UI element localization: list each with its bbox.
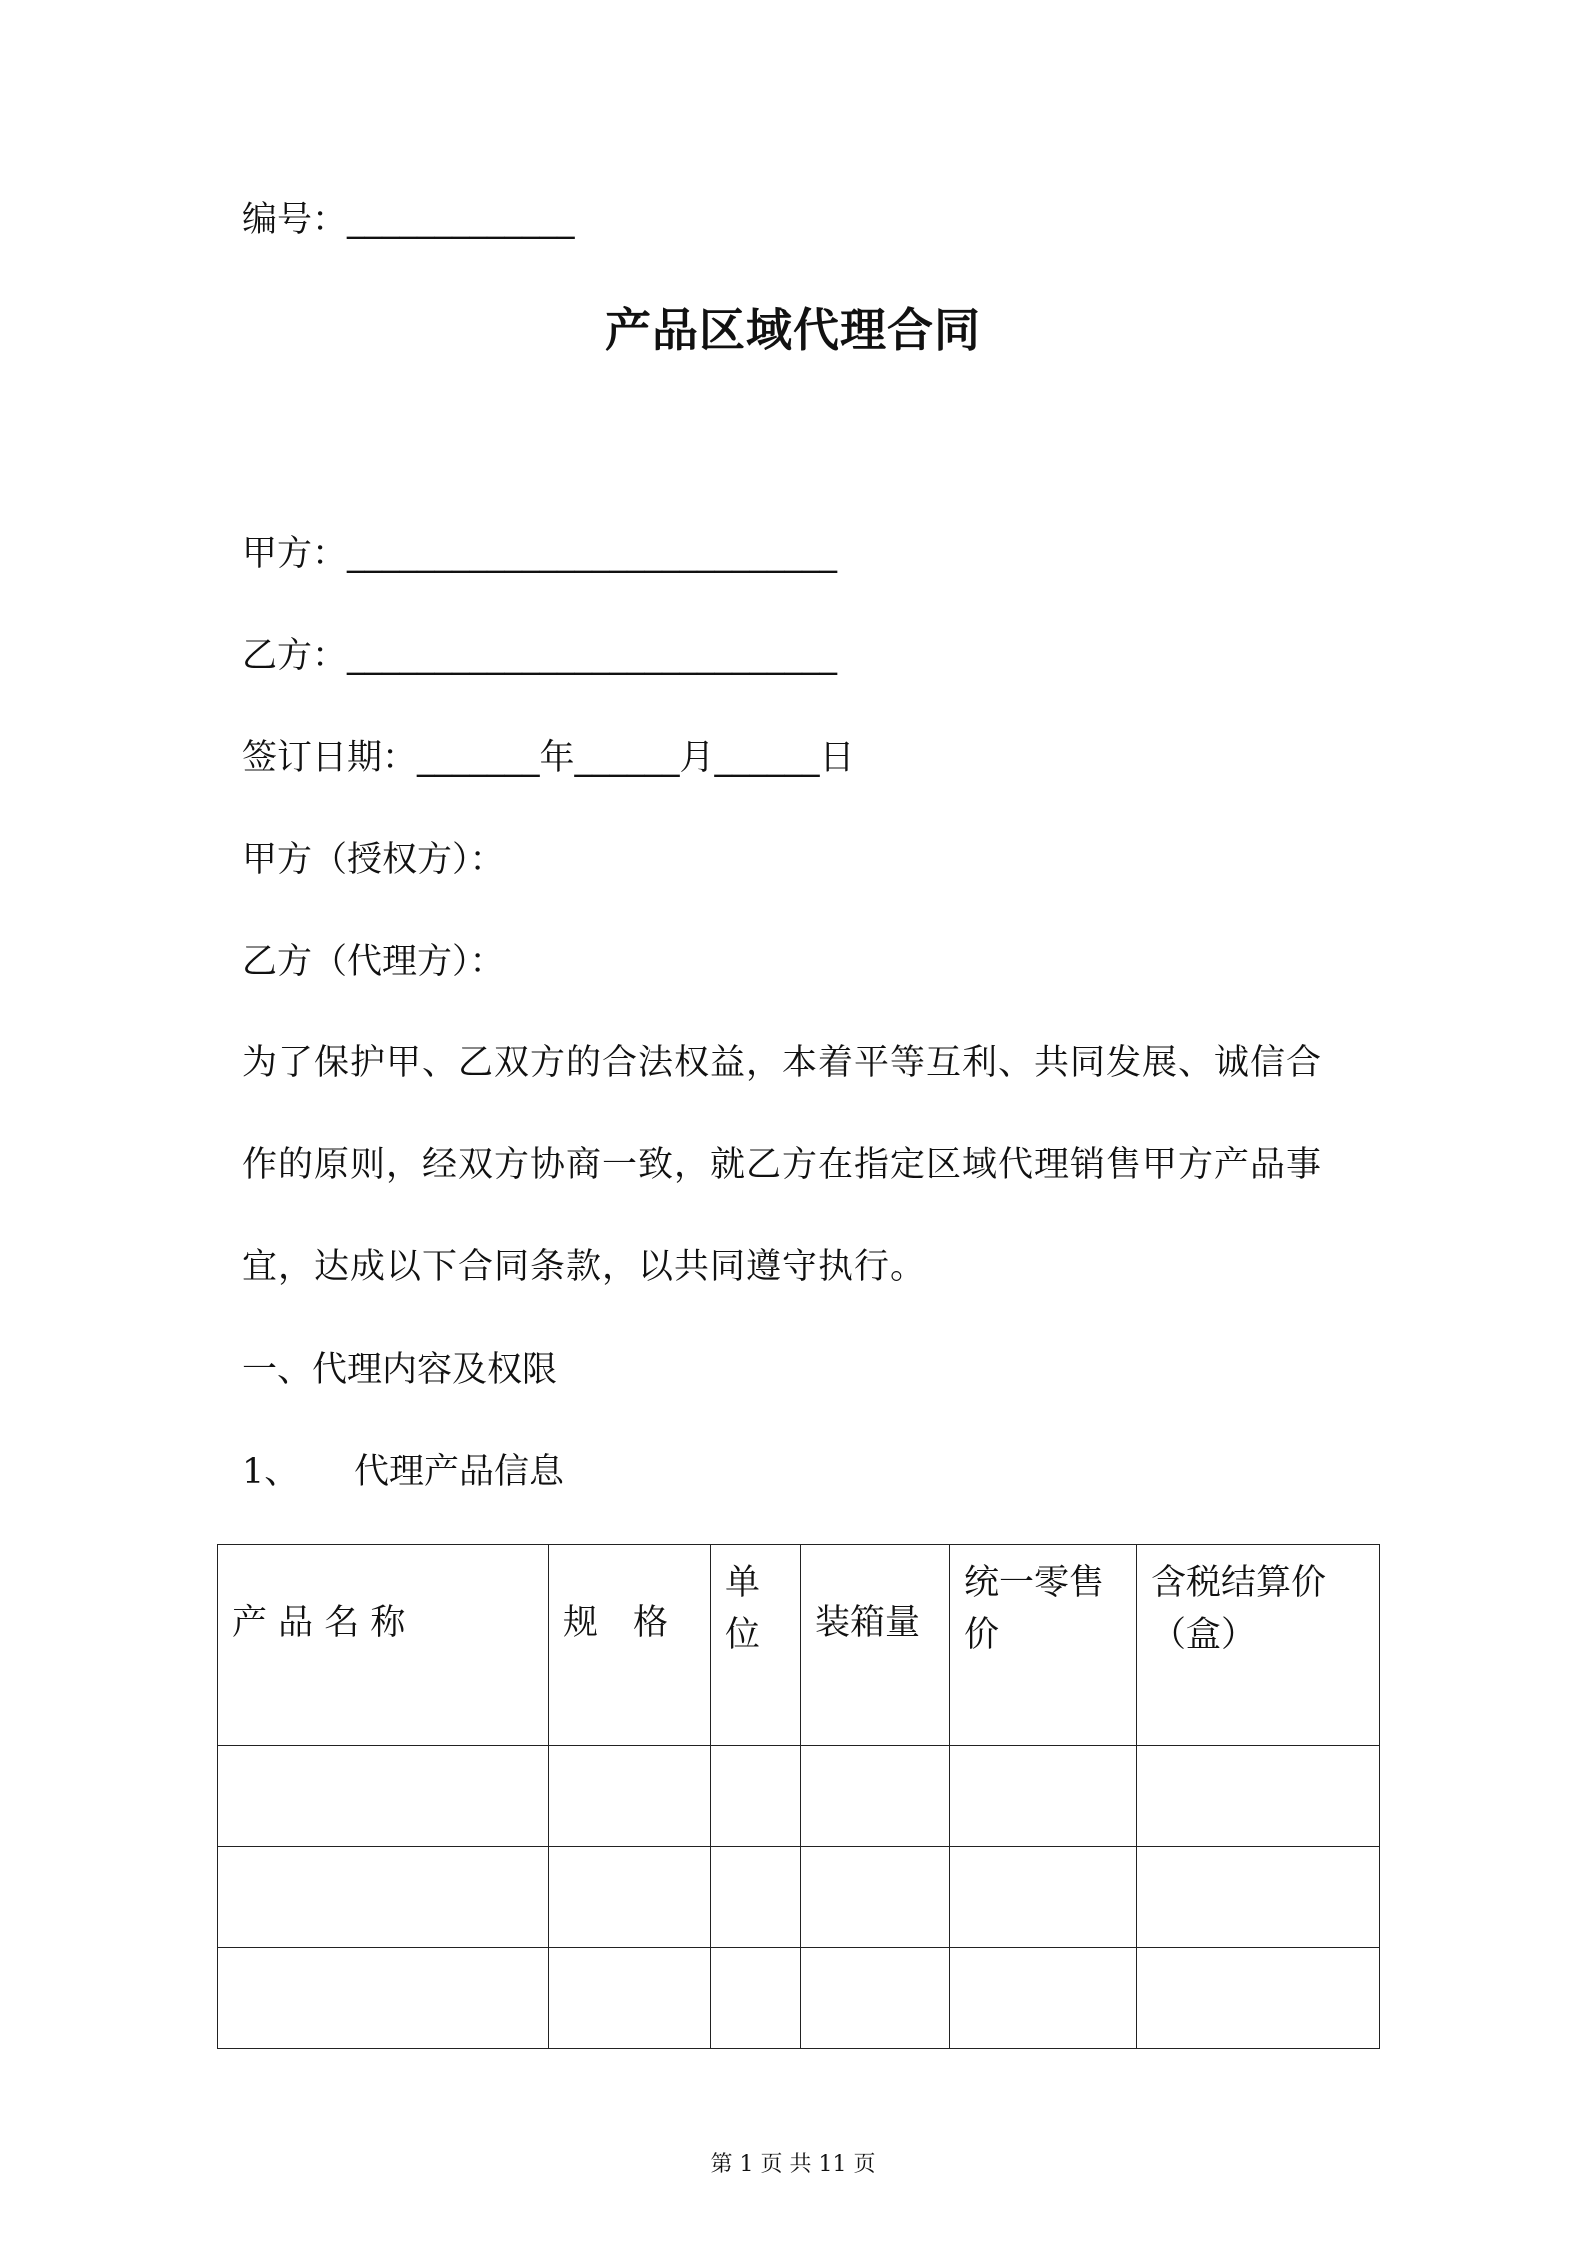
table-cell[interactable] — [218, 1746, 549, 1847]
header-cell-unit — [711, 1545, 801, 1746]
section-heading: 一、代理内容及权限 — [242, 1350, 558, 1390]
table-cell[interactable] — [218, 1847, 549, 1948]
item-label: 代理产品信息 — [354, 1452, 565, 1492]
page-number-footer: 第 1 页 共 11 页 — [710, 2152, 876, 2177]
header-tax-line2: （盒） — [1151, 1615, 1257, 1655]
table-cell[interactable] — [1137, 1847, 1380, 1948]
header-unit-line2: 位 — [725, 1615, 761, 1655]
table-cell[interactable] — [711, 1746, 801, 1847]
table-row — [218, 1847, 1380, 1948]
party-b-role: 乙方（代理方）： — [242, 942, 505, 982]
table-cell[interactable] — [950, 1847, 1137, 1948]
header-retail-line2: 价 — [964, 1615, 1000, 1655]
contract-number-field: 编号：_____________ — [242, 200, 575, 240]
table-row — [218, 1746, 1380, 1847]
header-cell-spec: 规 格 — [549, 1545, 711, 1746]
table-header-row — [218, 1545, 1380, 1746]
document-title: 产品区域代理合同 — [605, 303, 981, 357]
header-cell-tax-price — [1137, 1545, 1380, 1746]
table-cell[interactable] — [801, 1847, 950, 1948]
party-a-field: 甲方：____________________________ — [242, 534, 838, 574]
table-cell[interactable] — [549, 1948, 711, 2049]
table-cell[interactable] — [950, 1948, 1137, 2049]
header-cell-retail — [950, 1545, 1137, 1746]
table-cell[interactable] — [711, 1948, 801, 2049]
product-info-table — [217, 1544, 1380, 2049]
intro-line: 宜，达成以下合同条款，以共同遵守执行。 — [242, 1247, 927, 1287]
header-tax-line1: 含税结算价 — [1151, 1563, 1327, 1603]
table-cell[interactable] — [950, 1746, 1137, 1847]
table-cell[interactable] — [1137, 1746, 1380, 1847]
header-cell-box-qty: 装箱量 — [801, 1545, 950, 1746]
table-cell[interactable] — [801, 1746, 950, 1847]
intro-paragraph — [242, 1012, 1362, 1318]
table-cell[interactable] — [711, 1847, 801, 1948]
sign-date-field: 签订日期：_______年______月______日 — [242, 738, 855, 778]
party-a-role: 甲方（授权方）： — [242, 840, 505, 880]
party-b-field: 乙方：____________________________ — [242, 636, 838, 676]
header-retail-line1: 统一零售 — [964, 1563, 1105, 1603]
intro-line: 为了保护甲、乙双方的合法权益，本着平等互利、共同发展、诚信合 — [242, 1043, 1323, 1083]
table-cell[interactable] — [218, 1948, 549, 2049]
table-cell[interactable] — [1137, 1948, 1380, 2049]
table-cell[interactable] — [549, 1847, 711, 1948]
table-cell[interactable] — [549, 1746, 711, 1847]
table-row — [218, 1948, 1380, 2049]
intro-line: 作的原则，经双方协商一致，就乙方在指定区域代理销售甲方产品事 — [242, 1145, 1323, 1185]
header-cell-name: 产 品 名 称 — [218, 1545, 549, 1746]
header-unit-line1: 单 — [725, 1563, 761, 1603]
item-number: 1、 — [242, 1452, 300, 1492]
table-cell[interactable] — [801, 1948, 950, 2049]
